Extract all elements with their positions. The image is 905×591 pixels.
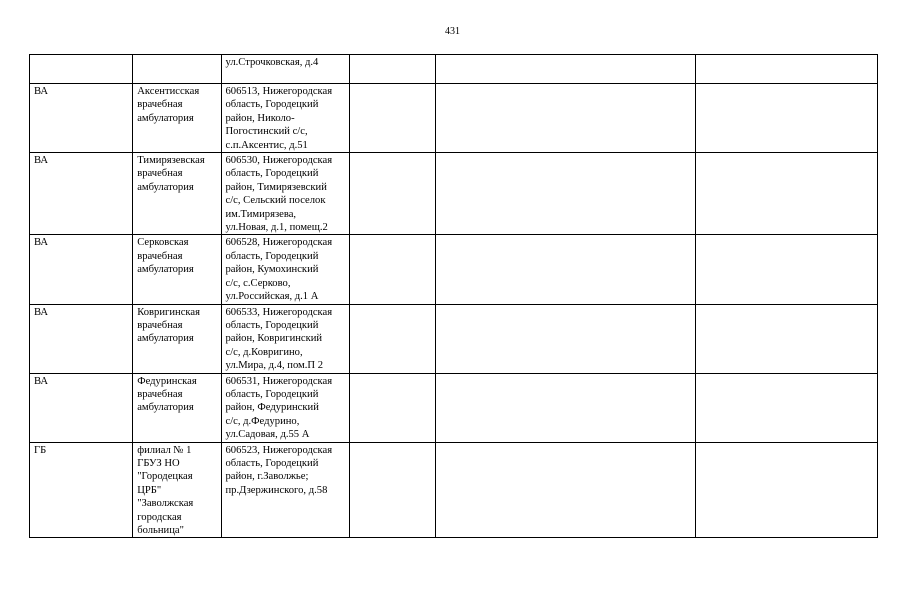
table-row bbox=[30, 153, 878, 235]
facility-type-cell bbox=[30, 55, 133, 84]
facility-type-cell: ВА bbox=[30, 153, 133, 235]
facility-type-cell: ВА bbox=[30, 84, 133, 153]
facility-name-cell: Аксентисская врачебная амбулатория bbox=[133, 84, 221, 153]
empty-cell bbox=[350, 304, 436, 373]
facilities-table bbox=[29, 54, 878, 538]
facility-type-cell: ВА bbox=[30, 373, 133, 442]
facility-type-cell: ГБ bbox=[30, 442, 133, 538]
table-row bbox=[30, 304, 878, 373]
empty-cell bbox=[436, 373, 696, 442]
table-row bbox=[30, 84, 878, 153]
empty-cell bbox=[350, 55, 436, 84]
page-number: 431 bbox=[445, 26, 460, 37]
facility-type-cell: ВА bbox=[30, 304, 133, 373]
facility-address-cell: ул.Строчковская, д.4 bbox=[221, 55, 350, 84]
empty-cell bbox=[696, 84, 878, 153]
facility-address-cell: 606530, Нижегородская область, Городецкий район, Тимирязевский с/с, Сельский поселок им.Тимирязева, ул.Новая, д.1, помещ.2 bbox=[221, 153, 350, 235]
table-row bbox=[30, 442, 878, 538]
table-row bbox=[30, 235, 878, 304]
empty-cell bbox=[696, 373, 878, 442]
empty-cell bbox=[436, 235, 696, 304]
facility-name-cell: Серковская врачебная амбулатория bbox=[133, 235, 221, 304]
empty-cell bbox=[436, 442, 696, 538]
facility-address-cell: 606528, Нижегородская область, Городецкий район, Кумохинский с/с, с.Серково, ул.Российская, д.1 А bbox=[221, 235, 350, 304]
empty-cell bbox=[436, 153, 696, 235]
empty-cell bbox=[696, 153, 878, 235]
empty-cell bbox=[696, 442, 878, 538]
empty-cell bbox=[436, 84, 696, 153]
empty-cell bbox=[696, 304, 878, 373]
empty-cell bbox=[350, 442, 436, 538]
facility-name-cell bbox=[133, 55, 221, 84]
empty-cell bbox=[350, 84, 436, 153]
facility-name-cell: Ковригинская врачебная амбулатория bbox=[133, 304, 221, 373]
empty-cell bbox=[350, 235, 436, 304]
empty-cell bbox=[696, 235, 878, 304]
facility-name-cell: Федуринская врачебная амбулатория bbox=[133, 373, 221, 442]
table-row bbox=[30, 55, 878, 84]
empty-cell bbox=[350, 153, 436, 235]
empty-cell bbox=[696, 55, 878, 84]
empty-cell bbox=[436, 304, 696, 373]
facility-address-cell: 606523, Нижегородская область, Городецкий район, г.Заволжье; пр.Дзержинского, д.58 bbox=[221, 442, 350, 538]
facility-address-cell: 606513, Нижегородская область, Городецкий район, Николо- Погостинский с/с, с.п.Аксентис, д.51 bbox=[221, 84, 350, 153]
facility-name-cell: филиал № 1 ГБУЗ НО "Городецкая ЦРБ" "Заволжская городская больница" bbox=[133, 442, 221, 538]
facility-address-cell: 606531, Нижегородская область, Городецкий район, Федуринский с/с, д.Федурино, ул.Садовая, д.55 А bbox=[221, 373, 350, 442]
facility-address-cell: 606533, Нижегородская область, Городецкий район, Ковригинский с/с, д.Ковригино, ул.Мира, д.4, пом.П 2 bbox=[221, 304, 350, 373]
facility-type-cell: ВА bbox=[30, 235, 133, 304]
table-row bbox=[30, 373, 878, 442]
empty-cell bbox=[436, 55, 696, 84]
facility-name-cell: Тимирязевская врачебная амбулатория bbox=[133, 153, 221, 235]
empty-cell bbox=[350, 373, 436, 442]
